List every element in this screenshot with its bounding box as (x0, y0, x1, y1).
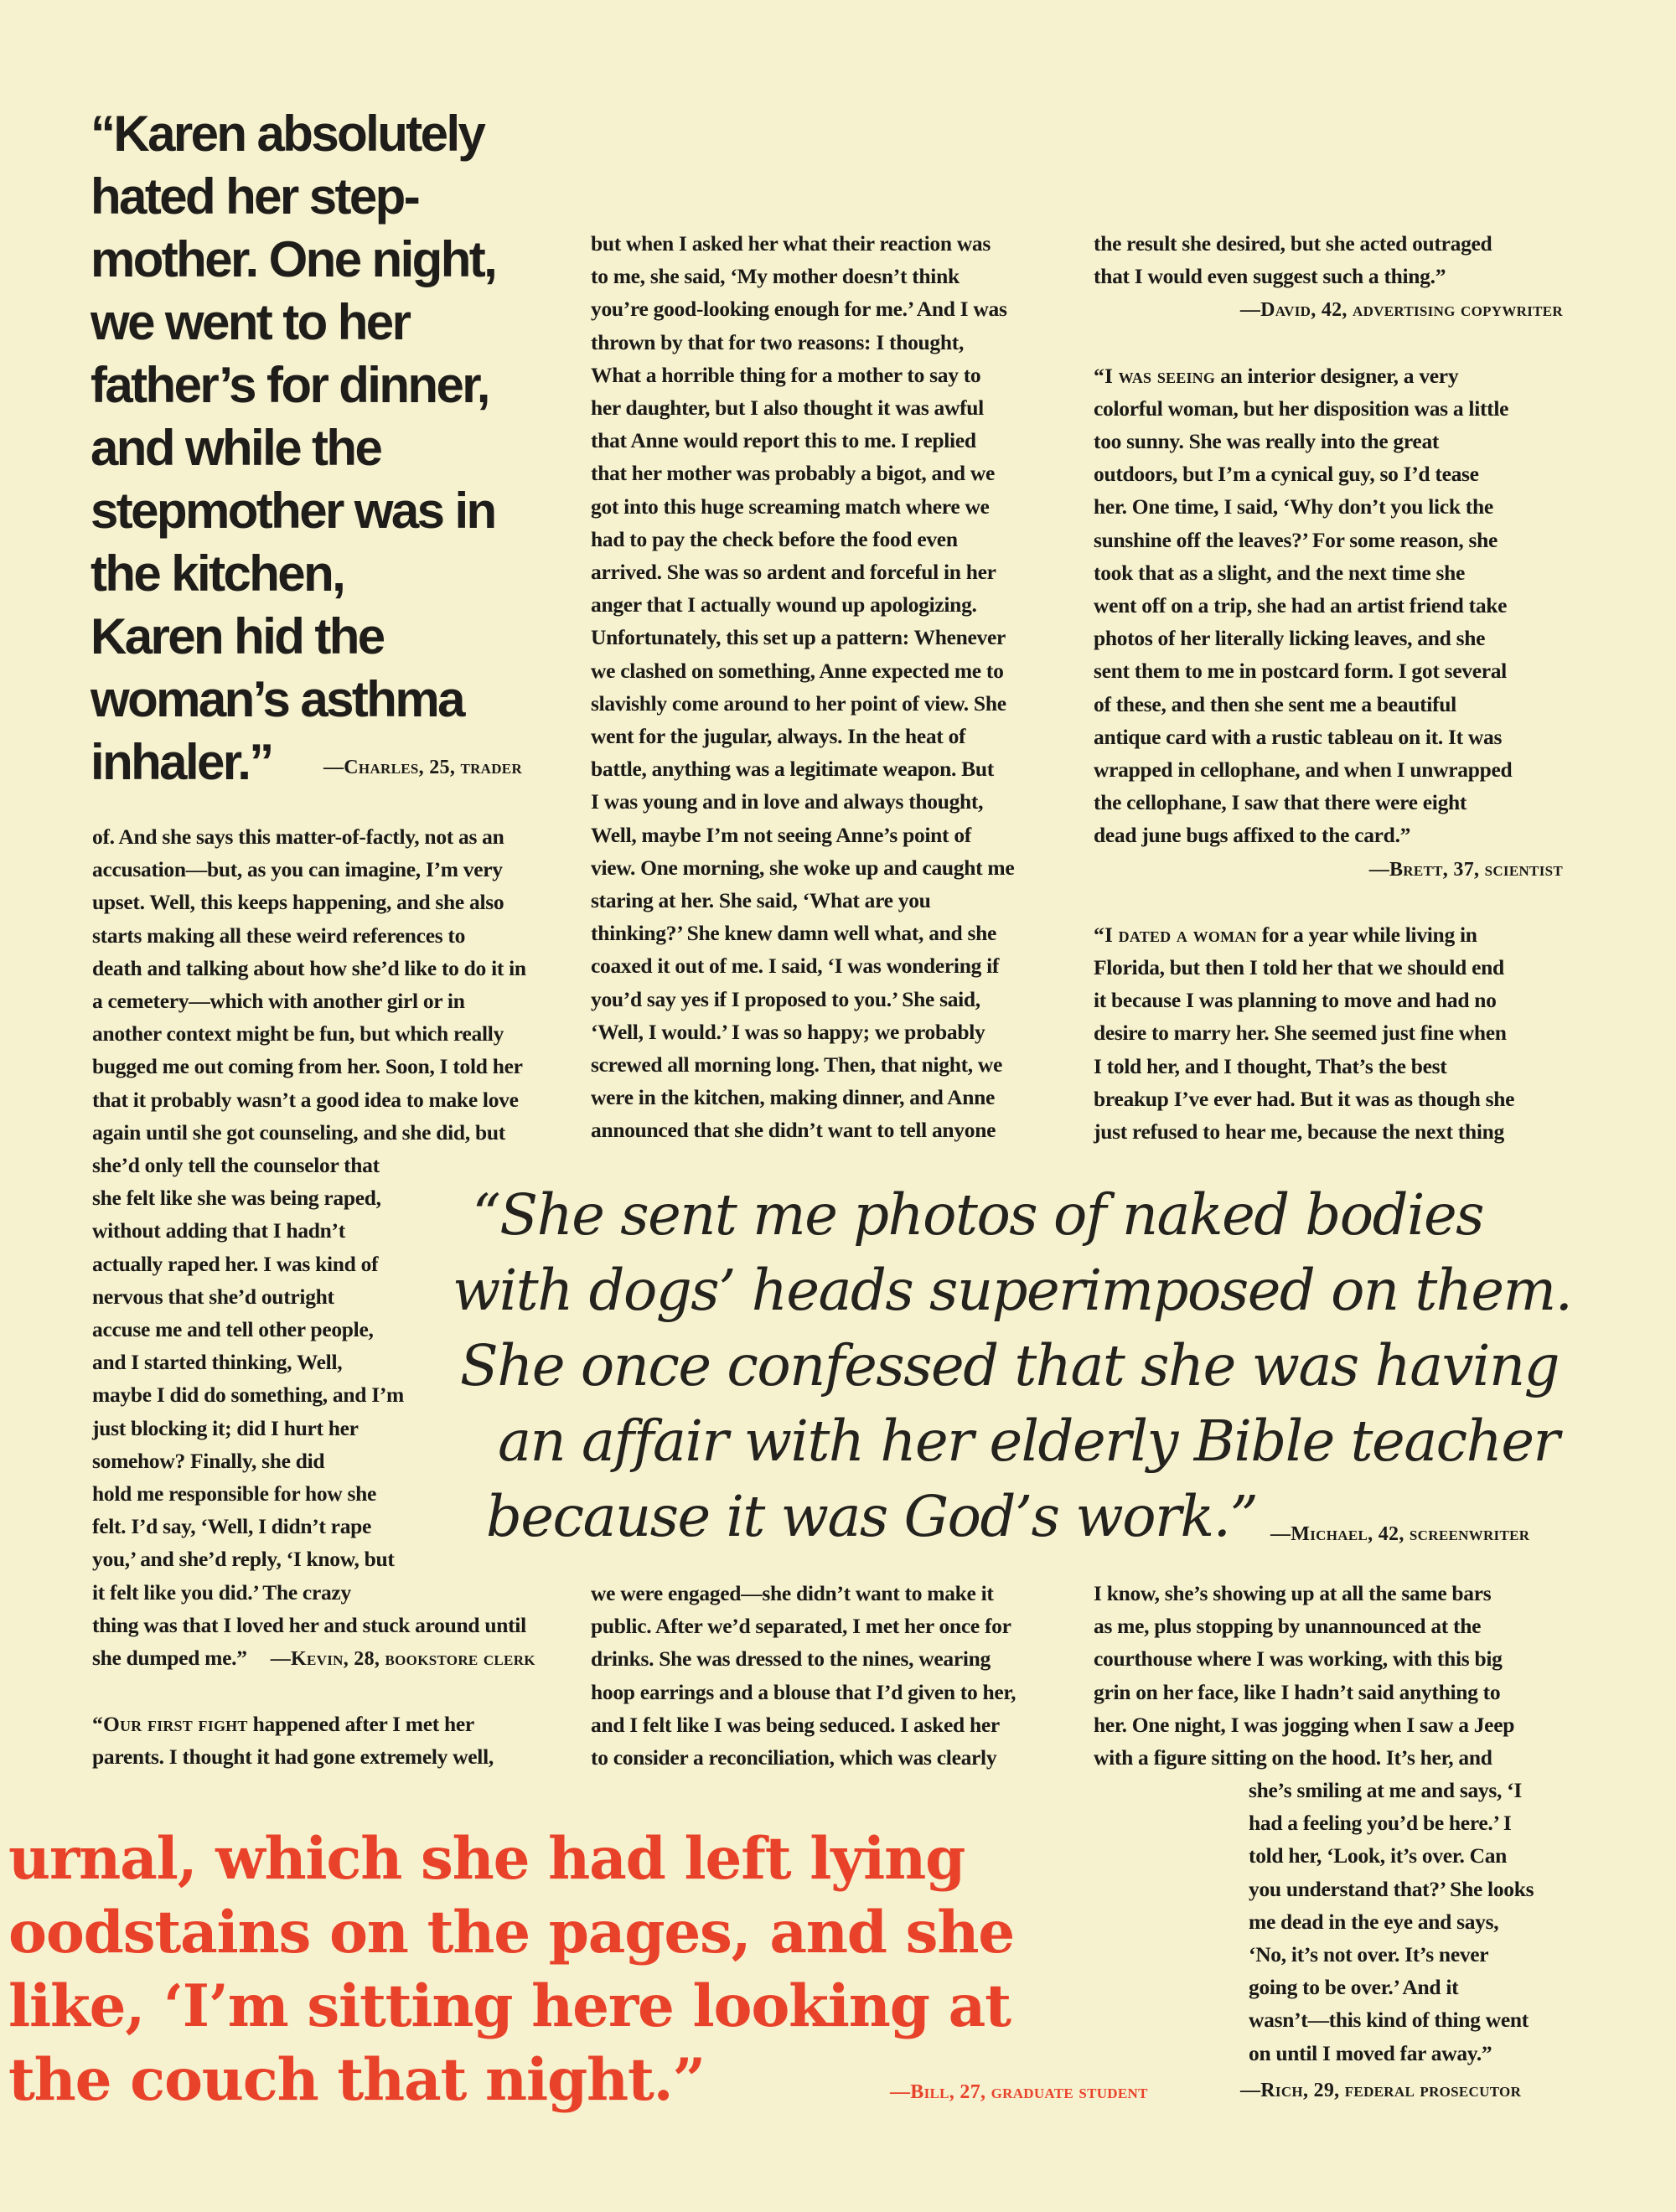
text-line: nervous that she’d outright (92, 1284, 334, 1309)
text-line: courthouse where I was working, with this big (1094, 1646, 1503, 1672)
pull-quote-line: woman’s asthma (91, 671, 463, 727)
lead-in: “Our first fight (92, 1712, 248, 1737)
text-line: actually raped her. I was kind of (92, 1251, 379, 1276)
text-line: somehow? Finally, she did (92, 1448, 325, 1473)
pull-quote-line: hated her step- (91, 168, 419, 225)
text-line: went off on a trip, she had an artist friend take (1094, 593, 1508, 618)
pull-quote-line: an affair with her elderly Bible teacher (498, 1408, 1559, 1474)
text-line: went for the jugular, always. In the heat of (591, 724, 966, 749)
text-line: breakup I’ve ever had. But it was as though she (1094, 1086, 1515, 1111)
pull-quote-line: the kitchen, (91, 545, 344, 602)
text-line: it felt like you did.’ The crazy (92, 1579, 351, 1605)
text-line: I told her, and I thought, That’s the best (1094, 1053, 1447, 1078)
text-line: got into this huge screaming match where we (591, 494, 990, 519)
text-line: but when I asked her what their reaction was (591, 231, 991, 256)
text-line: you,’ and she’d reply, ‘I know, but (92, 1547, 395, 1572)
text-line: Unfortunately, this set up a pattern: Whenever (591, 625, 1006, 650)
pull-quote-line: we went to her (91, 294, 410, 350)
text-line: slavishly come around to her point of view. She (591, 690, 1006, 716)
text-line: antique card with a rustic tableau on it. It was (1094, 724, 1503, 749)
text-line: outdoors, but I’m a cynical guy, so I’d tease (1094, 462, 1479, 487)
pull-quote-line: urnal, which she had left lying (8, 1825, 965, 1893)
text-line: maybe I did do something, and I’m (92, 1382, 404, 1408)
text-line: wasn’t—this kind of thing went (1249, 2008, 1529, 2033)
text-line: an interior designer, a very (1215, 363, 1459, 388)
story-column-3 (1094, 227, 1563, 1148)
pull-quote-line: Karen hid the (91, 608, 384, 664)
lead-in: “I was seeing (1094, 363, 1216, 388)
text-line: it because I was planning to move and had no (1094, 988, 1497, 1013)
pull-quote-line: with dogs’ heads superimposed on them. (453, 1258, 1572, 1323)
text-line: I was young and in love and always thought, (591, 789, 984, 814)
story-anne-top (591, 227, 1068, 1147)
text-line: you understand that?’ She looks (1249, 1876, 1534, 1901)
text-line: just refused to hear me, because the next thing (1094, 1119, 1504, 1145)
text-line: her daughter, but I also thought it was awful (591, 395, 984, 421)
text-line: bugged me out coming from her. Soon, I told her (92, 1054, 523, 1079)
text-line: the result she desired, but she acted outraged (1094, 231, 1492, 256)
text-line: sent them to me in postcard form. I got several (1094, 659, 1507, 684)
text-line: that her mother was probably a bigot, and we (591, 461, 995, 486)
text-line: screwed all morning long. Then, that night, we (591, 1052, 1003, 1078)
text-line: had to pay the check before the food even (591, 526, 958, 551)
text-line: hoop earrings and a blouse that I’d given to her, (591, 1679, 1016, 1704)
text-line: and I started thinking, Well, (92, 1350, 343, 1375)
text-line: Florida, but then I told her that we should end (1094, 955, 1504, 980)
text-line: hold me responsible for how she (92, 1481, 377, 1507)
pull-quote-line: She once confessed that she was having (459, 1333, 1559, 1398)
text-line: the cellophane, I saw that there were eight (1094, 790, 1467, 815)
attribution-brett: —Brett, 37, scientist (1368, 858, 1563, 881)
text-line: that Anne would report this to me. I replied (591, 428, 976, 453)
text-line: ‘No, it’s not over. It’s never (1249, 1942, 1489, 1967)
text-line: thinking?’ She knew damn well what, and she (591, 921, 997, 946)
story-rich-narrow (1249, 1774, 1567, 2070)
text-line: a cemetery—which with another girl or in (92, 989, 465, 1014)
text-line: thrown by that for two reasons: I thought, (591, 329, 965, 354)
text-line: view. One morning, she woke up and caught me (591, 855, 1015, 880)
text-line: we were engaged—she didn’t want to make it (591, 1581, 994, 1605)
attribution-michael: —Michael, 42, screenwriter (1270, 1523, 1530, 1545)
pull-quote-line: oodstains on the pages, and she (8, 1899, 1014, 1967)
text-line: battle, anything was a legitimate weapon. But (591, 757, 994, 782)
text-line: you’d say yes if I proposed to you.’ She said, (591, 986, 980, 1011)
text-line: ‘Well, I would.’ I was so happy; we probably (591, 1019, 985, 1044)
attribution-kevin: —Kevin, 28, bookstore clerk (270, 1648, 535, 1671)
text-line: wrapped in cellophane, and when I unwrapped (1094, 757, 1513, 783)
story-rich-bottom (1094, 1577, 1563, 1774)
text-line-end: she dumped me.” (92, 1646, 247, 1671)
text-line: as me, plus stopping by unannounced at the (1094, 1614, 1482, 1639)
text-line (92, 1708, 557, 1740)
text-line: of these, and then she sent me a beautiful (1094, 691, 1456, 716)
text-line: she’d only tell the counselor that (92, 1153, 380, 1178)
text-line: announced that she didn’t want to tell anyone (591, 1118, 996, 1143)
text-line: parents. I thought it had gone extremely well, (92, 1744, 494, 1770)
pull-quote-line: the couch that night.” (8, 2046, 705, 2114)
text-line: she felt like she was being raped, (92, 1186, 381, 1211)
text-line: felt. I’d say, ‘Well, I didn’t rape (92, 1514, 372, 1539)
text-line: for a year while living in (1256, 922, 1477, 947)
text-line: coaxed it out of me. I said, ‘I was wondering if (591, 954, 1000, 979)
text-line: dead june bugs affixed to the card.” (1094, 823, 1411, 848)
text-line: upset. Well, this keeps happening, and she also (92, 890, 504, 915)
text-line: again until she got counseling, and she did, but (92, 1119, 505, 1145)
text-line: to me, she said, ‘My mother doesn’t think (591, 264, 960, 289)
story-anne-bottom (591, 1577, 1068, 1774)
pull-quote-line: and while the (91, 420, 381, 476)
text-line (1094, 918, 1563, 951)
text-line: we clashed on something, Anne expected me to (591, 658, 1004, 683)
pull-quote-line: because it was God’s work.” (486, 1484, 1258, 1549)
text-line: she’s smiling at me and says, ‘I (1249, 1778, 1522, 1802)
attribution-charles: —Charles, 25, trader (323, 757, 523, 778)
pull-quote-bill (8, 1822, 1215, 2117)
text-line: happened after I met her (247, 1712, 474, 1737)
pull-quote-line: mother. One night, (91, 231, 496, 287)
text-line: death and talking about how she’d like to do it in (92, 955, 526, 980)
text-line: you’re good-looking enough for me.’ And I was (591, 297, 1007, 322)
pull-quote-line: father’s for dinner, (91, 357, 489, 413)
pull-quote-michael (453, 1177, 1572, 1554)
text-line: her. One time, I said, ‘Why don’t you lick the (1094, 494, 1493, 519)
text-line: on until I moved far away.” (1249, 2040, 1492, 2065)
text-line: accusation—but, as you can imagine, I’m very (92, 857, 503, 882)
text-line: thing was that I loved her and stuck around until (92, 1612, 526, 1637)
text-line: starts making all these weird references to (92, 923, 466, 948)
text-line: sunshine off the leaves?’ For some reason, she (1094, 527, 1498, 552)
text-line: grin on her face, like I hadn’t said anything to (1094, 1679, 1501, 1704)
text-line: told her, ‘Look, it’s over. Can (1249, 1843, 1508, 1868)
text-line: with a figure sitting on the hood. It’s her, and (1094, 1745, 1492, 1770)
text-line: desire to marry her. She seemed just fine when (1094, 1021, 1507, 1046)
text-line: to consider a reconciliation, which was clearly (591, 1745, 997, 1770)
text-line: public. After we’d separated, I met her once for (591, 1614, 1011, 1639)
text-line: Well, maybe I’m not seeing Anne’s point of (591, 822, 971, 847)
text-line: were in the kitchen, making dinner, and Anne (591, 1085, 996, 1110)
text-line: that I would even suggest such a thing.” (1094, 264, 1446, 289)
text-line: anger that I actually wound up apologizing. (591, 592, 977, 618)
text-line: and I felt like I was being seduced. I asked her (591, 1712, 1000, 1737)
text-line: just blocking it; did I hurt her (92, 1415, 359, 1440)
text-line: drinks. She was dressed to the nines, wearing (591, 1646, 991, 1672)
pull-quote-line: “Karen absolutely (91, 106, 484, 162)
text-line: me dead in the eye and says, (1249, 1909, 1499, 1934)
text-line: without adding that I hadn’t (92, 1218, 345, 1243)
text-line: arrived. She was so ardent and forceful in her (591, 560, 996, 585)
lead-in: “I dated a woman (1094, 922, 1257, 947)
pull-quote-charles (91, 102, 560, 793)
attribution-david: —David, 42, advertising copywriter (1239, 299, 1563, 322)
text-line: going to be over.’ And it (1249, 1975, 1459, 2000)
text-line: I know, she’s showing up at all the same bars (1094, 1581, 1492, 1605)
text-line: her. One night, I was jogging when I saw a Jeep (1094, 1712, 1515, 1737)
text-line: another context might be fun, but which really (92, 1021, 504, 1047)
text-line: accuse me and tell other people, (92, 1317, 374, 1342)
text-line: colorful woman, but her disposition was a little (1094, 395, 1509, 421)
attribution-rich: —Rich, 29, federal prosecutor (1240, 2080, 1522, 2101)
text-line: took that as a slight, and the next time she (1094, 560, 1465, 585)
text-line: staring at her. She said, ‘What are you (591, 888, 931, 913)
pull-quote-line: inhaler.” (91, 734, 272, 790)
text-line (92, 1641, 557, 1676)
attribution-bill: —Bill, 27, graduate student (890, 2081, 1148, 2103)
text-line: had a feeling you’d be here.’ I (1249, 1811, 1512, 1836)
pull-quote-line: stepmother was in (91, 483, 495, 539)
text-line: too sunny. She was really into the great (1094, 429, 1440, 454)
text-line: photos of her literally licking leaves, and she (1094, 626, 1486, 651)
text-line: What a horrible thing for a mother to say to (591, 362, 981, 387)
text-line: of. And she says this matter-of-factly, not as an (92, 824, 504, 849)
pull-quote-line: “She sent me photos of naked bodies (472, 1182, 1483, 1248)
text-line: that it probably wasn’t a good idea to make love (92, 1087, 519, 1112)
text-line (1094, 359, 1563, 392)
pull-quote-line: like, ‘I’m sitting here looking at (8, 1972, 1011, 2040)
